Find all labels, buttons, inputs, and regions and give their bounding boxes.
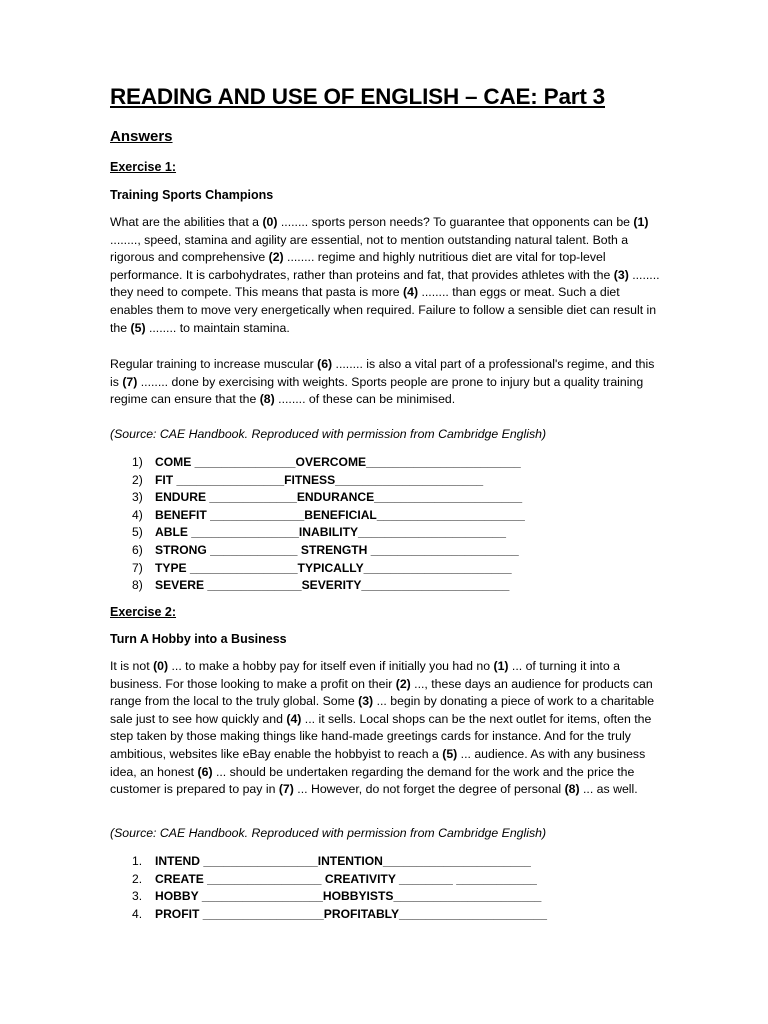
answer-number: 6) [132, 542, 143, 557]
exercise-2-paragraph: It is not (0) ... to make a hobby pay for itself even if initially you had no (1) ... of turning it into a business. For those looking to make a profit on their (2) ..., these days an audience for products can range from the local to the truly global. Some (3) ... begin by donating a piece of work to a charitable sale just to see how quickly and (4) ... it sells. Local shops can be the next outlet for items, often the step taken by those making things like hand-made greetings cards for instance. And for the truly ambitious, websites like eBay enable the hobbyist to reach a (5) ... audience. As with any business idea, an honest (6) ... should be undertaken regarding the demand for the work and the price the customer is prepared to pay in (7) ... However, do not forget the degree of personal (8) ... as well. [110, 659, 655, 797]
answer-number: 1) [132, 455, 143, 469]
answer-item [110, 888, 547, 906]
answer-number: 4. [132, 906, 143, 921]
answer-item [110, 454, 525, 472]
exercise-1-source: (Source: CAE Handbook. Reproduced with permission from Cambridge English) [110, 427, 547, 441]
answers-heading: Answers [110, 128, 173, 145]
answer-item [110, 524, 525, 542]
answer-text: CREATE _________________ CREATIVITY ________ ____________ [155, 871, 537, 886]
answer-text: ENDURE _____________ENDURANCE______________________ [155, 490, 523, 505]
answer-text: BENEFIT ______________BENEFICIAL______________________ [155, 507, 525, 522]
answer-item [110, 542, 525, 560]
exercise-2-article-title: Turn A Hobby into a Business [110, 632, 287, 646]
answer-text: ABLE ________________INABILITY______________________ [155, 525, 506, 540]
answer-text: STRONG _____________ STRENGTH ______________________ [155, 542, 519, 557]
answer-item [110, 906, 547, 924]
exercise-1-paragraph-1: What are the abilities that a (0) ........ sports person needs? To guarantee that opponents can be (1) ........, speed, stamina and agility are essential, not to mention outstanding natural talent. Both a rigorous and comprehensive (2) ........ regime and highly nutritious diet are vital for top-level performance. It is carbohydrates, rather than proteins and fat, that provides athletes with the (3) ........ they need to compete. This means that pasta is more (4) ........ than eggs or meat. Such a diet enables them to move very energetically when required. Failure to follow a sensible diet can result in the (5) ........ to maintain stamina. [110, 215, 660, 335]
answer-number: 2. [132, 871, 143, 886]
answer-text: FIT ________________FITNESS______________________ [155, 472, 484, 487]
answer-number: 1. [132, 854, 143, 868]
answer-number: 4) [132, 507, 143, 522]
answer-text: COME _______________OVERCOME_______________________ [155, 455, 521, 469]
answer-item [110, 472, 525, 490]
exercise-1-paragraph-2: Regular training to increase muscular (6) ........ is also a vital part of a professional's regime, and this is (7) ........ done by exercising with weights. Sports people are prone to injury but a quality training regime can ensure that the (8) ........ of these can be minimised. [110, 357, 655, 407]
answer-text: HOBBY __________________HOBBYISTS______________________ [155, 889, 542, 904]
answer-number: 5) [132, 525, 143, 540]
exercise-2-heading: Exercise 2: [110, 605, 177, 619]
exercise-2-answer-list [110, 853, 547, 923]
answer-item [110, 507, 525, 525]
answer-item [110, 577, 525, 595]
answer-text: SEVERE ______________SEVERITY______________________ [155, 578, 510, 593]
exercise-1-article-title: Training Sports Champions [110, 188, 274, 202]
answer-text: TYPE ________________TYPICALLY______________________ [155, 560, 512, 575]
answer-number: 7) [132, 560, 143, 575]
answer-number: 3) [132, 490, 143, 505]
answer-number: 2) [132, 472, 143, 487]
answer-item [110, 853, 547, 871]
answer-item [110, 560, 525, 578]
answer-item [110, 489, 525, 507]
exercise-1-heading: Exercise 1: [110, 160, 177, 174]
answer-item [110, 871, 547, 889]
answer-text: INTEND _________________INTENTION______________________ [155, 854, 531, 868]
page-title: READING AND USE OF ENGLISH – CAE: Part 3 [110, 84, 605, 109]
exercise-1-answer-list [110, 454, 525, 595]
answer-number: 8) [132, 578, 143, 593]
answer-text: PROFIT __________________PROFITABLY______________________ [155, 906, 547, 921]
answer-number: 3. [132, 889, 143, 904]
exercise-2-source: (Source: CAE Handbook. Reproduced with permission from Cambridge English) [110, 826, 547, 840]
